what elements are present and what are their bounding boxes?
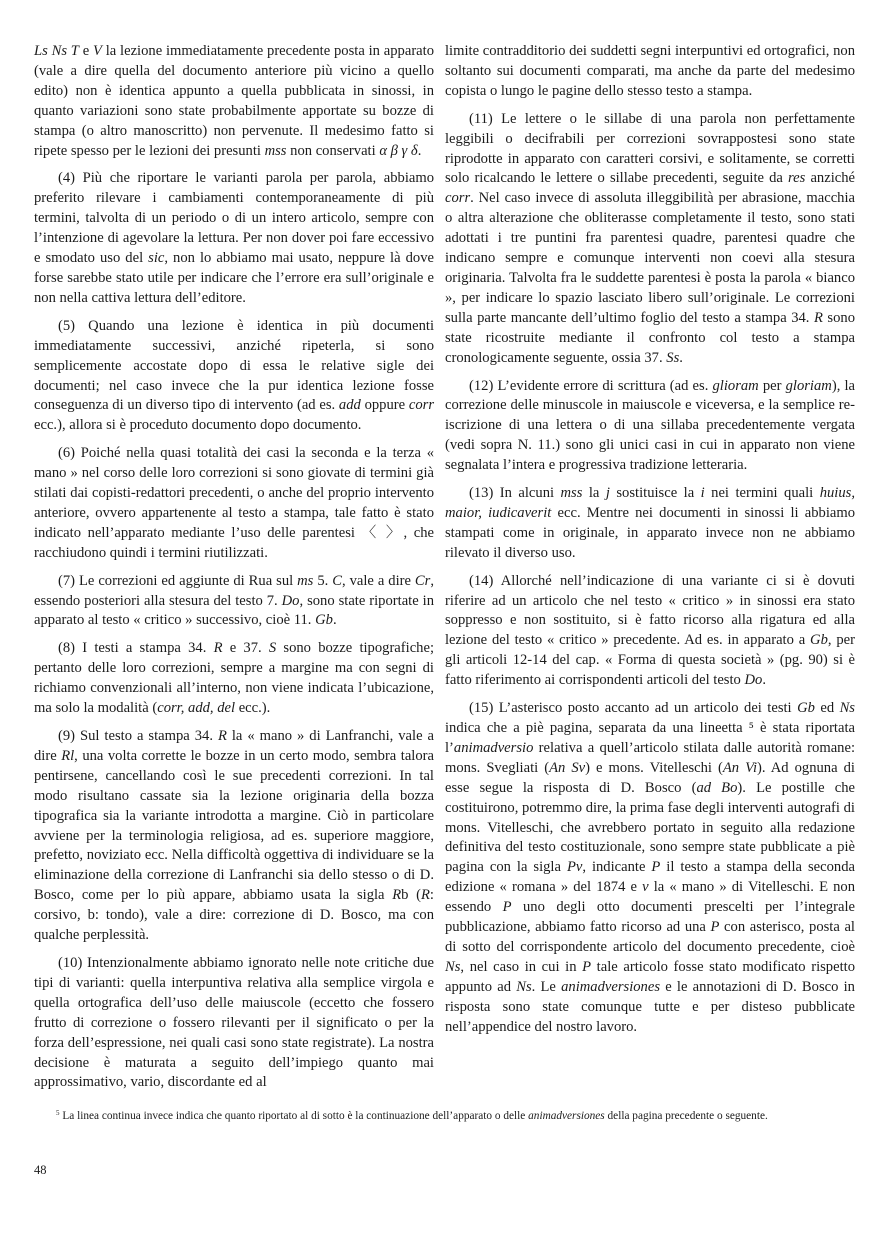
italic-run: huius, maior, iudicaverit [445,485,855,521]
text-run: : corsivo, b: tondo), vale a dire: correzione di D. Bosco, ma con qualche perplessità. [34,887,434,944]
text-run: della pagina precedente o seguente. [604,1110,768,1122]
italic-run: res [788,170,806,187]
text-run: ), la correzione delle minuscole in maiuscole e viceversa, e la semplice re-iscrizione di una lettera o di una sillaba precedentemente vergata (vedi sopra N. 11.) sono gli unici casi in cui in apparato non viene segnalata l’intera e progressiva tradizione letteraria. [445,377,855,474]
italic-run: An Sv [549,759,586,776]
text-run: limite contradditorio dei suddetti segni interpuntivi ed ortografici, non soltanto sui documenti comparati, ma anche da parte del medesimo copista o lungo le pagine dello stesso testo a stampa. [445,43,855,99]
text-run: . Le [531,978,562,995]
text-run: indica che a piè pagina, separata da una lineetta ⁵ è stata riportata l’ [445,720,855,756]
italic-run: add [338,397,361,414]
text-run: , una volta corrette le bozze in un certo modo, sembra talora pentirsene, cancellando così le sue precedenti correzioni. In tal modo risultano cassate sia la lezione originaria della bozza tipografica sia la variante introdotta a margine. Ciò in particolare avviene per la terminologia religiosa, ad es. superiore maggiore, prefetto, noviziato ecc. Nella difficoltà oggettiva di individuare se la eliminazione della correzione di Lanfranchi sia dello stesso o di D. Bosco, come per lo più appare, abbiamo usata la sigla [34,747,434,904]
text-run: nei termini quali [704,485,820,502]
italic-run: α β γ δ [379,142,418,159]
italic-run: corr, add, del [157,700,236,717]
text-run: non conservati [286,142,380,159]
paragraph [445,110,855,369]
paragraph [34,444,434,563]
text-run: (5) Quando una lezione è identica in più documenti immediatamente successivi, anziché ripeterla, si sono semplicemente accostate dopo di essa le relative sigle dei documenti; nel caso invece che la pur identica lezione fosse conseguenza di un diverso tipo di intervento (ad es. [34,317,434,414]
page-number: 48 [34,1163,47,1177]
text-run: ecc. Mentre nei documenti in sinossi li abbiamo stampati come in originale, in apparato invece non ne abbiamo rilevato il diverso uso. [445,504,855,561]
text-run: 5. [313,572,333,589]
italic-run: V [93,43,102,59]
text-run: . Nel caso invece di assoluta illeggibilità per abrasione, macchia o altra alterazione che obliterasse completamente il testo, sono stati adottati i tre puntini fra parentesi quadre, parentesi quadre che indicano sempre e comunque interventi non coevi alla stesura originaria. Talvolta fra le suddette parentesi è posta la parola « bianco », per indicare lo spazio lasciato libero sull’originale. Le correzioni sulla parte mancante dell’ultimo foglio del testo a stampa 34. [445,190,855,326]
text-run: sono bozze tipografiche; pertanto delle loro correzioni, sempre a margine ma con segni di richiamo convenzionali all’interno, non viene indicata l’ubicazione, ma solo la modalità ( [34,640,434,717]
text-run: ). Le postille che costituirono, potremmo dire, la prima fase degli interventi autografi di mons. Vitelleschi, che avrebbero portato in seguito alla redazione definitiva del testo costituzionale, sono sempre state pubblicate a piè pagina con la sigla [445,779,855,876]
paragraph [34,42,434,161]
text-run: (13) In alcuni [469,485,561,502]
italic-run: glioram [712,377,759,394]
italic-run: Do [281,592,300,609]
paragraph [445,572,855,691]
text-run: (7) Le correzioni ed aggiunte di Rua sul [58,572,298,589]
italic-run: Ns [839,700,855,717]
paragraph [34,169,434,308]
italic-run: Do [744,672,763,689]
text-run: ) e mons. Vitelleschi ( [585,759,723,776]
text-run: , essendo posteriori alla stesura del testo 7. [34,572,434,609]
text-run: ed [814,700,840,717]
paragraph [445,699,855,1037]
text-run: , sono state riportate in apparato al testo « critico » successivo, cioè 11. [34,592,434,629]
paragraph [34,727,434,946]
italic-run: animadversiones [561,978,661,995]
italic-run: v [642,879,649,896]
text-run: (11) Le lettere o le sillabe di una parola non perfettamente leggibili o decifrabili per correzioni sovrappostesi sono state riprodotte in apparato con caratteri corsivi, e solitamente, se corretti solo ricalcando le lettere o sillabe precedenti, seguite da [445,110,855,187]
italic-run: corr [445,190,471,207]
text-run: , indicante [582,859,652,876]
paragraph [34,317,434,436]
paragraph [34,639,434,719]
text-run: (10) Intenzionalmente abbiamo ignorato nelle note critiche due tipi di varianti: quella interpuntiva relativa alla semplice virgola e quella ortografica dell’uso delle maiuscole (eccetto che fossero frutto di correzione o fossero rilevanti per il significato o per la forza dell’espressione, nei quali casi sono state registrate). La nostra decisione è maturata a seguito dell’impiego quanto mai approssimativo, vario, discordante ed al [34,954,434,1091]
text-run: . [762,672,766,689]
italic-run: P [710,919,720,936]
text-run: per [758,377,786,394]
text-run: (4) Più che riportare le varianti parola per parola, abbiamo preferito rilevare i cambiamenti contemporaneamente di più termini, talvolta di un periodo o di un intero articolo, sempre con l’intenzione di agevolare la lettura. Per non dover poi fare eccessivo e smodato uso del [34,170,434,267]
text-run: ecc.). [235,700,271,717]
text-run: e le annotazioni di D. Bosco in risposta sono state comunque tutte e per disteso pubblicate nell’appendice del nostro lavoro. [445,978,855,1035]
text-run: uno degli otto documenti prescelti per l’integrale pubblicazione, abbiamo fatto ricorso ad una [445,899,855,936]
footnote-marker: 5 [56,1109,60,1117]
italic-run: animadversiones [528,1110,605,1122]
left-column [34,42,434,1101]
italic-run: P [582,958,592,975]
text-run: e 37. [222,640,269,657]
paragraph [34,954,434,1093]
paragraph [445,42,855,102]
italic-run: Ss [666,349,680,366]
italic-run: j [605,485,610,502]
text-run: sostituisce la [609,485,701,502]
italic-run: Cr [414,572,431,589]
italic-run: R [421,887,430,904]
text-run: (15) L’asterisco posto accanto ad un articolo dei testi [469,700,798,717]
text-run: . [332,612,337,629]
footnote [34,1106,856,1125]
text-run: . [679,349,683,366]
italic-run: Ns [445,958,461,975]
italic-run: sic [148,250,165,267]
italic-run: C [332,572,342,589]
italic-run: Gb [810,632,828,649]
paragraph [445,377,855,477]
italic-run: ad Bo [696,779,738,796]
italic-run: Pv [566,859,583,876]
text-run: tale articolo fosse stato modificato rispetto appunto ad [445,958,855,995]
text-run: (8) I testi a stampa 34. [58,640,214,657]
text-run: la [582,485,606,502]
italic-run: Ns [516,978,532,995]
text-run: (9) Sul testo a stampa 34. [58,728,218,744]
italic-run: R [213,640,223,657]
italic-run: R [217,728,227,744]
text-run: oppure [360,397,409,414]
text-run: con asterisco, posta al di sotto del corrispondente articolo del documento precedente, cioè [445,919,855,955]
text-run: b ( [401,887,421,904]
italic-run: Gb [797,700,815,717]
text-run: sono state ricostruite mediante il confronto col testo a stampa cronologicamente seguente, ossia 37. [445,309,855,366]
paragraph [445,484,855,564]
text-run: (14) Allorché nell’indicazione di una variante ci si è dovuti riferire ad un articolo che nel testo « critico » in sinossi era stato soppresso e non sostituito, si è fatto ricorso alla rigatura ed alla lezione del testo « critico » precedente. Ad es. in apparato a [445,572,855,649]
text-run: , nel caso in cui in [460,958,583,975]
italic-run: An Vi [722,759,757,776]
italic-run: corr [408,397,434,414]
italic-run: mss [264,142,287,159]
text-run: , vale a dire [341,572,415,589]
italic-run: R [813,309,823,326]
text-run: la « mano » di Vitelleschi. E non essendo [445,879,855,916]
italic-run: mss [560,485,583,502]
text-run: la lezione immediatamente precedente posta in apparato (vale a dire quella del documento anteriore più vicino a quello edito) non è identica appunto a quella pubblicata in sinossi, in quanto variazioni sono state probabilmente apportate su bozze di stampa (o altro manoscritto) non pervenute. Il medesimo fatto si ripete spesso per le lezioni dei presunti [34,43,435,159]
italic-run: R [392,887,402,904]
text-run: ecc.), allora si è proceduto documento dopo documento. [34,417,362,434]
text-run: la « mano » di Lanfranchi, vale a dire [34,728,435,764]
paragraph [34,572,434,632]
italic-run: Ls Ns T [34,43,79,59]
footnote-text [60,1110,768,1122]
italic-run: i [700,485,705,502]
text-run: , non lo abbiamo mai usato, neppure là dove forse sarebbe stato utile per indicare che l’errore era sull’originale e non nella cattiva lettura dell’editore. [34,250,434,306]
text-run: , per gli articoli 12-14 del cap. « Forma di questa società » (pg. 90) si è fatto riferimento ai corrispondenti articoli del testo [445,632,855,689]
right-column [445,42,855,1046]
text-run: . [417,142,422,159]
text-run: relativa a quell’articolo stilata dalle autorità romane: mons. Svegliati ( [445,739,855,776]
text-run: (6) Poiché nella quasi totalità dei casi la seconda e la terza « mano » nel corso delle loro correzioni si sono giovate di termini già stilati dai copisti-redattori precedenti, o anche del proprio intervento anteriore, ovvero appartenente al testo a stampa, tale fatto è stato indicato nell’apparato mediante l’uso delle parentesi 〈 〉, che racchiudono quindi i termini riutilizzati. [34,445,434,561]
italic-run: ms [297,572,314,589]
italic-run: gloriam [785,377,832,394]
text-run: La linea continua invece indica che quanto riportato al di sotto è la continuazione dell’apparato o delle [59,1110,529,1122]
text-run: (12) L’evidente errore di scrittura (ad es. [469,377,713,394]
text-run: il testo a stampa della seconda edizione « romana » del 1874 e [445,859,855,896]
text-run: anziché [805,170,855,187]
text-run: e [78,43,93,59]
italic-run: Rl [61,747,75,764]
italic-run: S [268,640,277,657]
italic-run: Gb [315,612,333,629]
italic-run: P [502,899,512,916]
text-run: ). Ad ognuna di esse segue la risposta di D. Bosco ( [445,759,855,796]
italic-run: animadversio [453,739,534,756]
italic-run: P [651,859,661,876]
